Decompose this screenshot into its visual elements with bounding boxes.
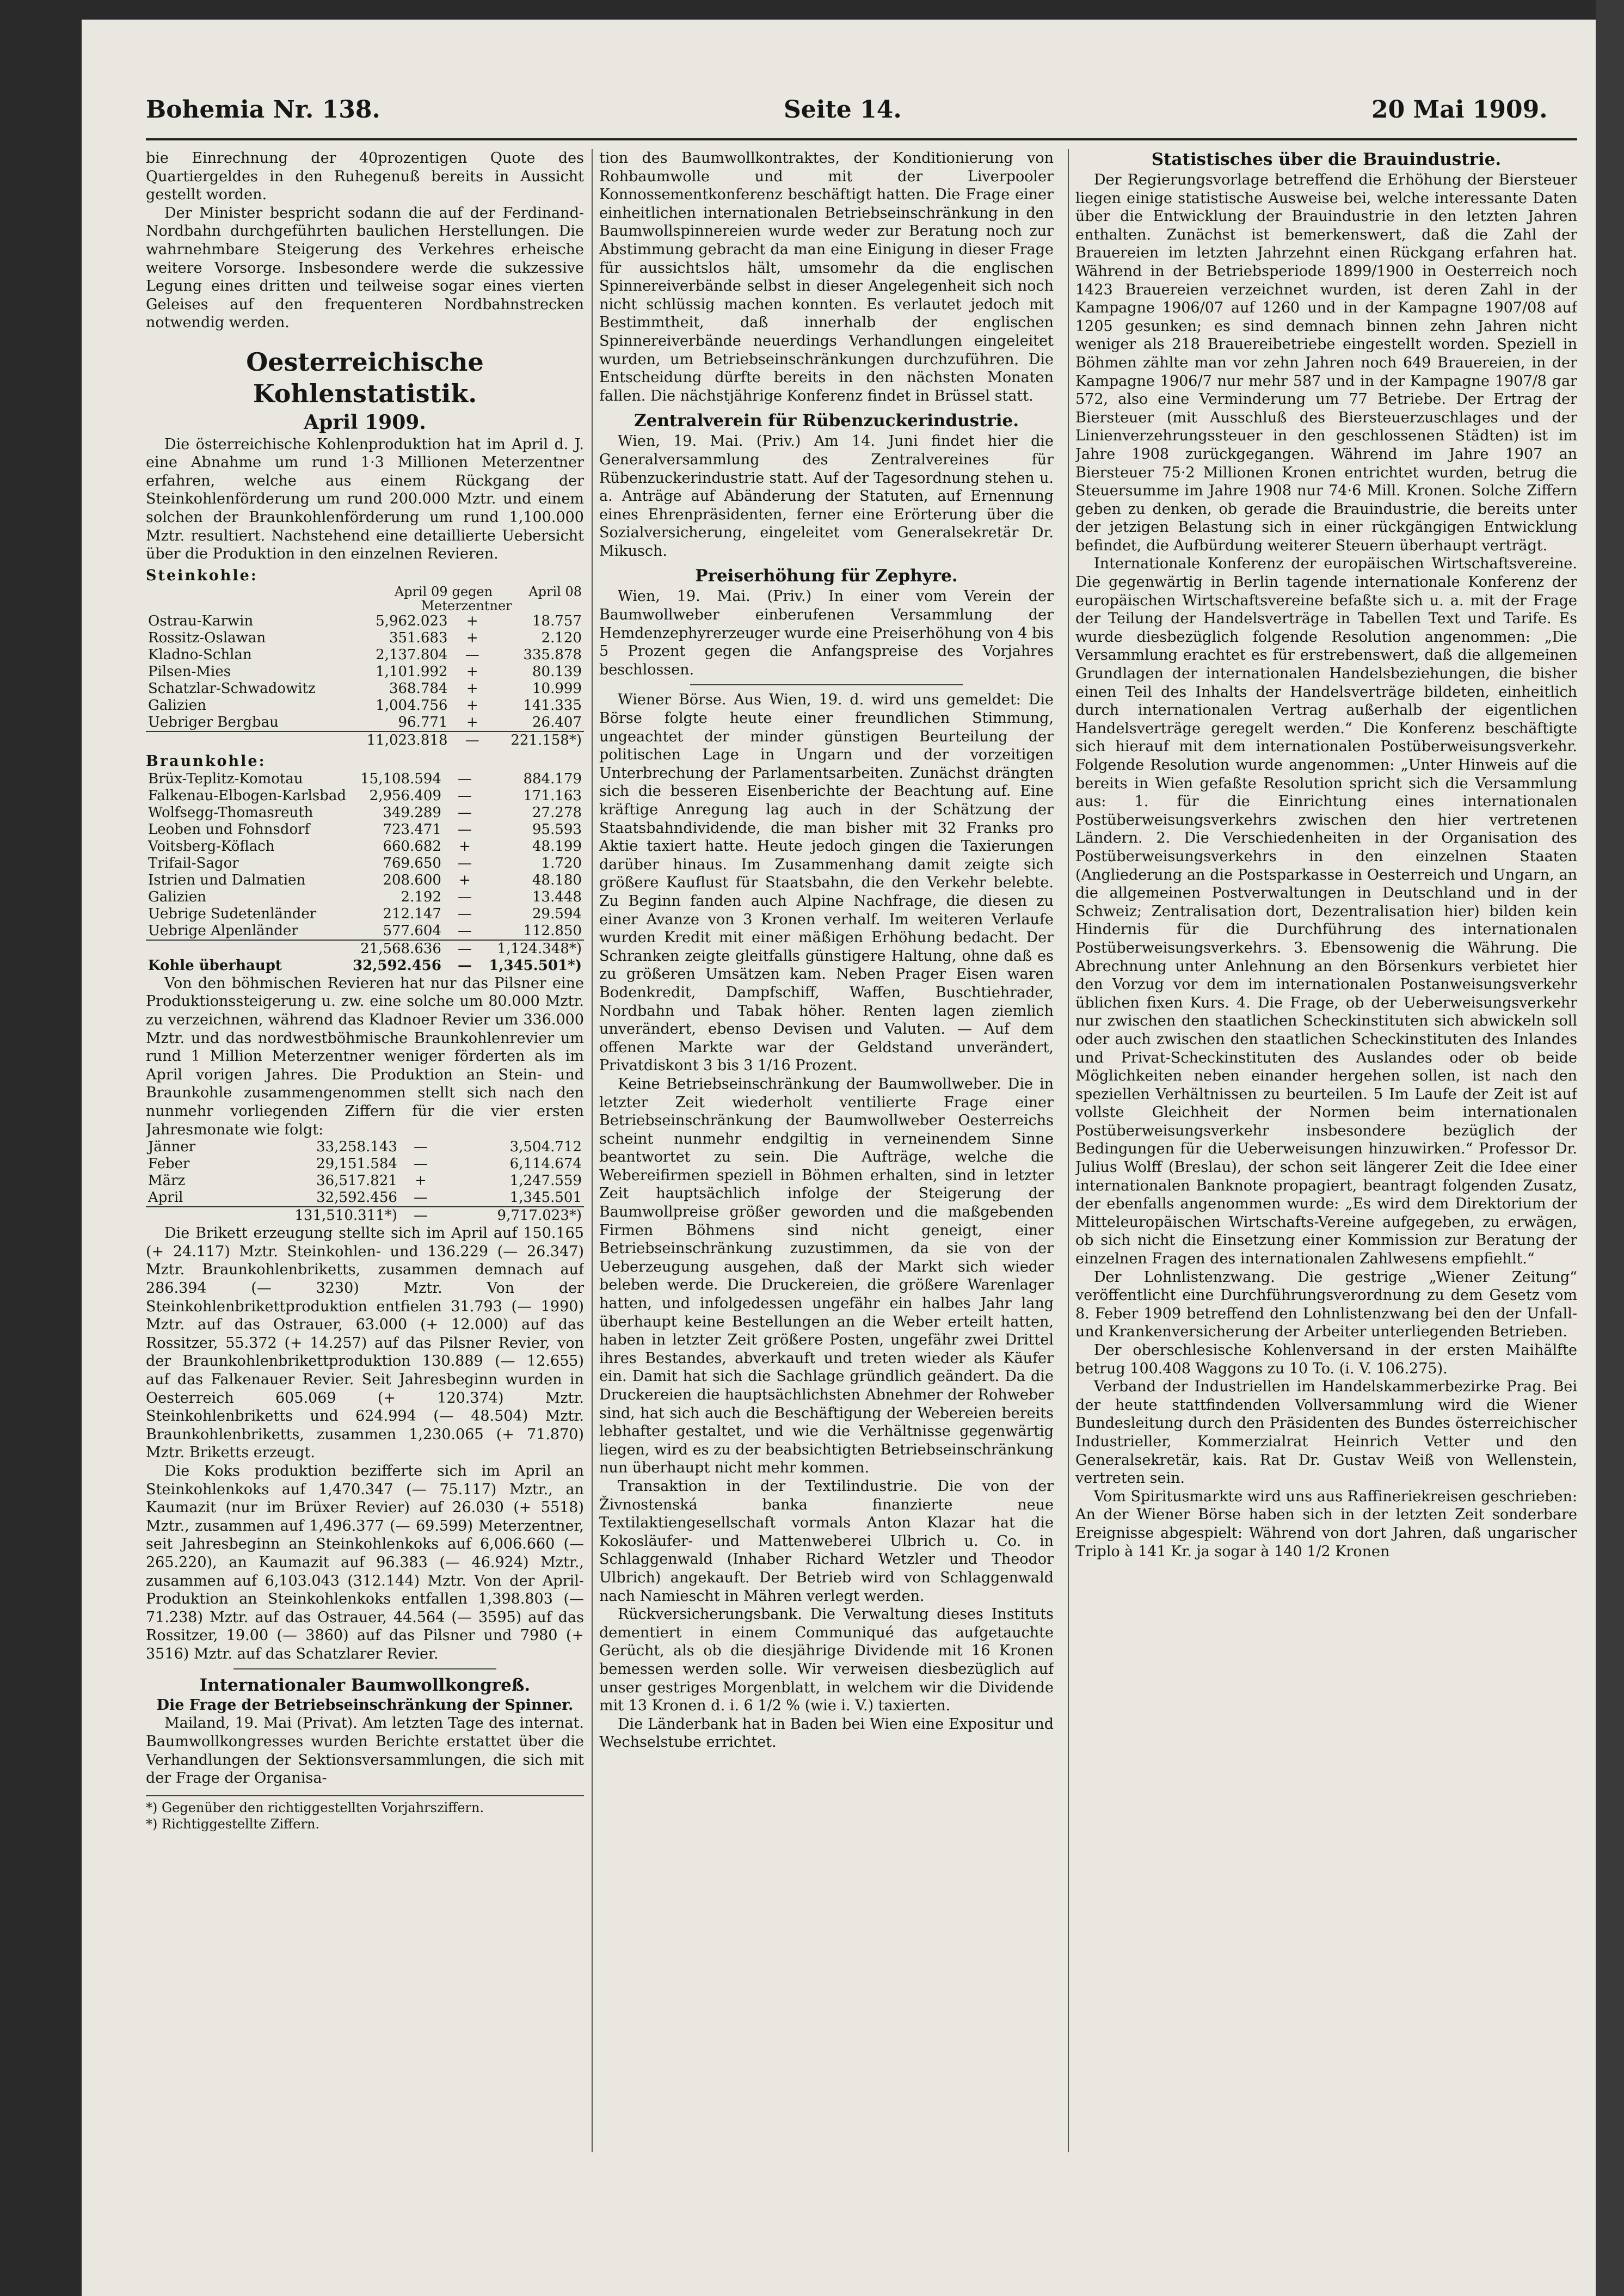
column-2 <box>599 149 1054 2163</box>
paragraph: Verband der Industriellen im Handelskammerbezirke Prag. Bei der heute stattfindenden Vollversammlung wird die Wiener Bundesleitung durch den Präsidenten des Bundes österreichischer Industrieller, Kommerzialrat Heinrich Vetter und den Generalsekretär, kais. Rat Dr. Gustav Weiß von Wellenstein, vertreten sein. <box>1075 1378 1577 1487</box>
section-label: Steinkohle: <box>146 567 258 584</box>
row-change: 29.594 <box>532 905 582 922</box>
table-row <box>146 714 584 732</box>
paragraph: bie Einrechnung der 40prozentigen Quote des Quartiergeldes in den Ruhegenuß bereits in Aussicht gestellt worden. <box>146 150 584 204</box>
row-sign: — <box>465 647 479 664</box>
table-header: April 09 <box>394 584 448 600</box>
paragraph: Transaktion in der Textilindustrie. Die von der Živnostenská banka finanzierte neue Textilaktiengesellschaft vormals Anton Klazar hat die Kokosläufer- und Mattenweberei Ulbrich u. Co. in Schlaggenwald (Inhaber Richard Wetzler und Theodor Ulbrich) angekauft. Der Betrieb wird von Schlaggenwald nach Namiescht in Mähren verlegt werden. <box>599 1477 1054 1605</box>
row-sign: + <box>466 714 478 731</box>
row-value: 29,151.584 <box>316 1156 397 1172</box>
row-change: 2.120 <box>541 630 582 647</box>
paragraph: Keine Betriebseinschränkung der Baumwollweber. Die in letzter Zeit wiederholt ventilierte Frage einer Betriebseinschränkung der Baumwollweber Oesterreichs scheint nunmehr endgiltig in verneinendem Sinne beantwortet zu sein. Die Aufträge, welche die Webereifirmen speziell in Böhmen erhalten, sind in letzter Zeit hauptsächlich infolge der Steigerung der Baumwollpreise größer geworden und die maßgebenden Firmen Böhmens sind nicht geneigt, einer Betriebseinschränkung zuzustimmen, da sie von der Ueberzeugung ausgehen, daß der Markt sich wieder beleben werde. Die Druckereien, die größere Warenlager hatten, und infolgedessen ungefähr ein halbes Jahr lang überhaupt keine Bestellungen an die Weber erteilt hatten, haben in letzter Zeit größere Posten, ungefähr zwei Drittel ihres Bestandes, abverkauft und treten wieder als Käufer ein. Damit hat sich die Sachlage gründlich geändert. Da die Druckereien die hauptsächlichsten Abnehmer der Rohweber sind, hat sich auch die Beschäftigung der Webereien bereits lebhafter gestaltet, und wie die Verhältnisse gegenwärtig liegen, wird es zu der beabsichtigten Betriebseinschränkung nun überhaupt nicht mehr kommen. <box>599 1075 1054 1477</box>
row-sign: — <box>413 1139 428 1156</box>
row-name: Jänner <box>148 1139 196 1156</box>
table-row <box>146 771 584 788</box>
table-row <box>146 630 584 647</box>
row-change: 141.335 <box>523 697 582 714</box>
row-sign: + <box>466 664 478 680</box>
row-change: 3,504.712 <box>509 1139 582 1156</box>
table-row <box>146 613 584 630</box>
row-value: 212.147 <box>383 905 441 922</box>
paragraph: Mailand, 19. Mai (Privat). Am letzten Tage des internat. Baumwollkongresses wurden Berichte erstattet über die Verhandlungen der Sektionsversammlungen, die sich mit der Frage der Organisa- <box>146 1715 584 1787</box>
newspaper-page <box>82 20 1596 2296</box>
row-change: 1,345.501 <box>509 1189 582 1206</box>
page-number: Seite 14. <box>784 96 902 124</box>
row-value: 32,592.456 <box>316 1189 397 1206</box>
row-name: Uebriger Bergbau <box>148 714 279 731</box>
row-value: 1,101.992 <box>376 664 448 680</box>
row-sign: + <box>466 630 478 647</box>
paragraph: Der Lohnlistenzwang. Die gestrige „Wiener Zeitung“ veröffentlicht eine Durchführungsverordnung zu dem Gesetz vom 8. Feber 1909 betreffend den Lohnlistenzwang bei den der Unfall- und Krankenversicherung der Arbeiter unterliegenden Betrieben. <box>1075 1268 1577 1341</box>
header-rule <box>146 138 1577 140</box>
row-value: 349.289 <box>383 804 441 821</box>
table-row <box>146 872 584 889</box>
row-change: 48.180 <box>532 871 582 888</box>
row-value: 2,956.409 <box>369 787 441 804</box>
row-sign: + <box>459 838 471 855</box>
article-title: Statistisches über die Brauindustrie. <box>1151 150 1502 169</box>
row-name: Kladno-Schlan <box>148 647 252 664</box>
row-name: Ostrau-Karwin <box>148 613 254 630</box>
row-sign: + <box>466 680 478 697</box>
table-row <box>146 889 584 906</box>
row-value: 2.192 <box>401 888 441 905</box>
article-title: Zentralverein für Rübenzuckerindustrie. <box>633 411 1019 431</box>
row-change: 10.999 <box>532 680 582 697</box>
row-value: 351.683 <box>389 630 448 647</box>
paragraph: tion des Baumwollkontraktes, der Konditionierung von Rohbaumwolle und mit der Liverpooler Konnossementkonferenz beschäftigt hatten. Die Frage einer einheitlichen internationalen Betriebseinschränkung in den Baumwollspinnereien wurde weder zur Beratung noch zur Abstimmung gebracht da man eine Einigung in dieser Frage für aussichtslos hält, umsomehr da die englischen Spinnereiverbände selbst in dieser Angelegenheit sich noch nicht schlüssig machen konnten. Es verlautet jedoch mit Bestimmtheit, daß innerhalb der englischen Spinnereiverbände neuerdings Verhandlungen eingeleitet wurden, um Betriebseinschränkungen durchzuführen. Die Entscheidung dürfte bereits in den nächsten Monaten fallen. Die nächstjährige Konferenz findet in Brüssel statt. <box>599 150 1054 404</box>
row-name: Pilsen-Mies <box>148 664 231 680</box>
total-value: 131,510.311*) <box>229 1207 399 1224</box>
row-change: 1,247.559 <box>509 1172 582 1189</box>
row-sign: — <box>457 787 472 804</box>
row-sign: + <box>466 613 478 630</box>
row-change: 95.593 <box>532 821 582 838</box>
row-name: Falkenau-Elbogen-Karlsbad <box>148 787 346 804</box>
total-sign: — <box>450 732 495 749</box>
row-name: Voitsberg-Köflach <box>148 838 275 855</box>
row-name: Feber <box>148 1156 190 1172</box>
row-change: 80.139 <box>532 664 582 680</box>
row-name: Schatzlar-Schwadowitz <box>148 680 316 697</box>
row-value: 208.600 <box>383 871 441 888</box>
row-value: 1,004.756 <box>376 697 448 714</box>
table-row <box>146 923 584 940</box>
row-name: Kohle überhaupt <box>148 957 282 974</box>
section-label: Braunkohle: <box>146 753 266 770</box>
row-change: 171.163 <box>523 787 582 804</box>
paragraph: Rückversicherungsbank. Die Verwaltung dieses Instituts dementiert in einem Communiqué das aufgetauchte Gerücht, als ob die diesjährige Dividende mit 16 Kronen bemessen werden solle. Wir verweisen diesbezüglich auf unser gestriges Morgenblatt, in welchem wir die Dividende mit 13 Kronen d. i. 6 1/2 % (wie i. V.) taxierten. <box>599 1606 1054 1715</box>
article-title: Preiserhöhung für Zephyre. <box>695 566 958 586</box>
total-change: 9,717.023*) <box>442 1207 584 1224</box>
row-value: 368.784 <box>389 680 448 697</box>
total-sign: — <box>399 1207 442 1224</box>
total-change: 221.158*) <box>495 732 584 749</box>
table-header: gegen <box>452 584 493 600</box>
table-row <box>146 838 584 855</box>
row-value: 769.650 <box>383 855 441 871</box>
table-row <box>146 1189 584 1207</box>
row-name: Rossitz-Oslawan <box>148 630 266 647</box>
row-name: Istrien und Dalmatien <box>148 871 306 888</box>
coal-table <box>146 585 584 749</box>
paragraph: Wiener Börse. Aus Wien, 19. d. wird uns gemeldet: Die Börse folgte heute einer freundlichen Stimmung, ungeachtet der minder günstigen Beurteilung der politischen Lage in Ungarn und der vorzeitigen Unterbrechung der Parlamentsarbeiten. Zunächst drängten sich die besseren Eisenberichte der Beachtung auf. Eine kräftige Anregung lag auch in der Schätzung der Staatsbahndividende, die man bisher mit 32 Franks pro Aktie taxiert hatte. Heute jedoch gingen die Taxierungen darüber hinaus. Im Zusammenhang damit zeigte sich größere Kauflust für Staatsbahn, die den Verkehr belebte. Zu Beginn fanden auch Alpine Nachfrage, die diesen zu einer Avanze von 3 Kronen verhalf. Im weiteren Verlaufe wurden Kredit mit einer mäßigen Erhöhung bedacht. Der Schranken zeigte gleitfalls günstigere Haltung, ohne daß es zu größeren Umsätzen kam. Neben Prager Eisen waren Bodenkredit, Dampfschiff, Waffen, Buschtiehrader, Nordbahn und Tabak höher. Renten lagen ziemlich unverändert, ebenso Devisen und Valuten. — Auf dem offenen Markte war der Geldstand unverändert, Privatdiskont 3 bis 3 1/16 Prozent. <box>599 691 1054 1075</box>
table-row <box>146 855 584 872</box>
row-sign: — <box>457 855 472 871</box>
row-value: 5,962.023 <box>376 613 448 630</box>
row-value: 36,517.821 <box>316 1172 397 1189</box>
footnote: *) Gegenüber den richtiggestellten Vorjahrsziffern. <box>146 1800 484 1815</box>
table-row <box>146 805 584 821</box>
row-value: 723.471 <box>383 821 441 838</box>
footnote: *) Richtiggestellte Ziffern. <box>146 1816 320 1832</box>
total-sign: — <box>457 957 472 974</box>
total-change: 1,124.348*) <box>486 940 584 957</box>
row-change: 335.878 <box>523 647 582 664</box>
row-change: 6,114.674 <box>509 1156 582 1172</box>
table-header: April 08 <box>528 584 582 600</box>
total-change: 1,345.501*) <box>489 957 582 974</box>
paragraph: Wien, 19. Mai. (Priv.) Am 14. Juni findet hier die Generalversammlung des Zentralvereines für Rübenzuckerindustrie statt. Auf der Tagesordnung stehen u. a. Anträge auf Abänderung der Statuten, auf Ernennung eines Ehrenpräsidenten, ferner eine Erörterung über die Sozialversicherung, eingeleitet vom Generalsekretär Dr. Mikusch. <box>599 433 1054 560</box>
column-3 <box>1075 149 1577 2163</box>
row-change: 26.407 <box>532 714 582 731</box>
row-sign: — <box>457 770 472 787</box>
paragraph: Der Minister bespricht sodann die auf der Ferdinand-Nordbahn durchgeführten baulichen Herstellungen. Die wahrnehmbare Steigerung des Verkehres erheische weitere Vorsorge. Insbesondere werde die sukzessive Legung eines dritten und teilweise sogar eines vierten Geleises auf den frequenteren Nordbahnstrecken notwendig werden. <box>146 204 584 331</box>
row-name: Trifail-Sagor <box>148 855 239 871</box>
row-change: 18.757 <box>532 613 582 630</box>
paragraph: Der oberschlesische Kohlenversand in der ersten Maihälfte betrug 100.408 Waggons zu 10 To. (i. V. 106.275). <box>1075 1342 1577 1377</box>
table-row <box>146 1172 584 1189</box>
footnotes <box>146 1795 584 1832</box>
row-name: März <box>148 1172 186 1189</box>
row-change: 13.448 <box>532 888 582 905</box>
row-value: 15,108.594 <box>360 770 441 787</box>
table-row <box>146 680 584 697</box>
table-row <box>146 1139 584 1156</box>
row-change: 112.850 <box>523 922 582 939</box>
divider <box>233 1668 496 1669</box>
paragraph: Wien, 19. Mai. (Priv.) In einer vom Verein der Baumwollweber einberufenen Versammlung der Hemdenzephyrerzeuger wurde eine Preiserhöhung von 4 bis 5 Prozent gegen die Anfangspreise des Vorjahres beschlossen. <box>599 588 1054 678</box>
table-row <box>146 1156 584 1172</box>
row-sign: — <box>413 1156 428 1172</box>
row-value: 96.771 <box>398 714 448 731</box>
row-value: 577.604 <box>383 922 441 939</box>
paper-name: Bohemia Nr. 138. <box>146 96 380 124</box>
table-unit: Meterzentner <box>421 598 512 614</box>
row-name: Galizien <box>148 888 207 905</box>
row-change: 48.199 <box>532 838 582 855</box>
row-change: 27.278 <box>532 804 582 821</box>
column-divider <box>592 149 593 2152</box>
article-subtitle: Die Frage der Betriebseinschränkung der Spinner. <box>156 1697 574 1714</box>
row-change: 1.720 <box>541 855 582 871</box>
paragraph: Die Koks produktion bezifferte sich im April an Steinkohlenkoks auf 1,470.347 (— 75.117) Mztr., an Kaumazit (nur im Brüxer Revier) auf 26.030 (+ 5518) Mztr., zusammen auf 1,496.377 (— 69.599) Meterzentner, seit Jahresbeginn an Steinkohlenkoks auf 6,006.660 (— 265.220), an Kaumazit auf 96.383 (— 46.924) Mztr., zusammen auf 6,103.043 (312.144) Mztr. Von der April-Produktion an Steinkohlenkoks entfallen 1,398.803 (— 71.238) Mztr. auf das Ostrauer, 44.564 (— 3595) auf das Rossitzer, 19.00 (— 3860) auf das Pilsner und 7980 (+ 3516) Mztr. auf das Schatzlarer Revier. <box>146 1462 584 1662</box>
table-row <box>146 788 584 805</box>
row-value: 33,258.143 <box>316 1139 397 1156</box>
paragraph: Die Länderbank hat in Baden bei Wien eine Expositur und Wechselstube errichtet. <box>599 1715 1054 1751</box>
total-sign: — <box>444 940 486 957</box>
row-sign: — <box>457 922 472 939</box>
table-row <box>146 697 584 714</box>
paragraph: Vom Spiritusmarkte wird uns aus Raffineriekreisen geschrieben: An der Wiener Börse haben sich in der letzten Zeit sonderbare Ereignisse abgespielt: Während von dort Jahren, daß ungarischer Triplo à 141 Kr. ja sogar à 140 1/2 Kronen <box>1075 1488 1577 1560</box>
article-title: Oesterreichische Kohlenstatistik. <box>246 347 484 408</box>
row-change: 884.179 <box>523 770 582 787</box>
column-1 <box>146 149 584 2163</box>
row-name: Uebrige Sudetenländer <box>148 905 317 922</box>
coal-table <box>146 771 584 974</box>
row-sign: — <box>457 905 472 922</box>
row-sign: — <box>457 888 472 905</box>
row-sign: — <box>413 1189 428 1206</box>
scan-border <box>1596 0 1624 2296</box>
table-row <box>146 647 584 664</box>
month-table <box>146 1139 584 1224</box>
paragraph: Der Regierungsvorlage betreffend die Erhöhung der Biersteuer liegen einige statistische Ausweise bei, welche interessante Daten über die Entwicklung der Brauindustrie in den letzten Jahren enthalten. Zunächst ist bemerkenswert, daß die Zahl der Brauereien im letzten Jahrzehnt einen Rückgang erfahren hat. Während in der Betriebsperiode 1899/1900 in Oesterreich noch 1423 Brauereien verzeichnet wurden, ist deren Zahl in der Kampagne 1906/07 auf 1260 und in der Kampagne 1907/08 auf 1205 gesunken; es sind demnach binnen zehn Jahren nicht weniger als 218 Brauereibetriebe eingestellt worden. Speziell in Böhmen zählte man vor zehn Jahren noch 649 Brauereien, in der Kampagne 1906/7 nur mehr 587 und in der Kampagne 1907/8 gar 572, also eine Verminderung um 77 Betriebe. Der Ertrag der Biersteuer (mit Ausschluß des Biersteuerzuschlages und der Linienverzehrungssteuer in den geschlossenen Städten) ist im Jahre 1908 zurückgegangen. Während im Jahre 1907 an Biersteuer 75·2 Millionen Kronen entrichtet wurden, betrug die Steuersumme im Jahre 1908 nur 74·6 Mill. Kronen. Solche Ziffern geben zu denken, ob gerade die Brauindustrie, die bereits unter der jetzigen Belastung sich in einer rückgängigen Entwicklung befindet, die Aufbürdung weiterer Steuern überhaupt verträgt. <box>1075 171 1577 554</box>
row-sign: + <box>459 871 471 888</box>
article-title: Internationaler Baumwollkongreß. <box>199 1675 531 1696</box>
row-value: 660.682 <box>383 838 441 855</box>
row-name: Uebrige Alpenländer <box>148 922 298 939</box>
paragraph: Die Brikett erzeugung stellte sich im April auf 150.165 (+ 24.117) Mztr. Steinkohlen- und 136.229 (— 26.347) Mztr. Braunkohlenbriketts, zusammen demnach auf 286.394 (— 3230) Mztr. Von der Steinkohlenbrikettproduktion entfielen 31.793 (— 1990) Mztr. auf das Ostrauer, 63.000 (+ 12.000) auf das Rossitzer, 55.372 (+ 14.257) auf das Pilsner Revier, von der Braunkohlenbrikettproduktion 130.889 (— 12.655) auf das Falkenauer Revier. Seit Jahresbeginn wurden in Oesterreich 605.069 (+ 120.374) Mztr. Steinkohlenbriketts und 624.994 (— 48.504) Mztr. Braunkohlenbriketts, zusammen 1,230.065 (+ 71.870) Mztr. Briketts erzeugt. <box>146 1225 584 1462</box>
row-value: 2,137.804 <box>376 647 448 664</box>
row-name: Leoben und Fohnsdorf <box>148 821 310 838</box>
divider <box>690 684 963 685</box>
paragraph: Internationale Konferenz der europäischen Wirtschaftsvereine. Die gegenwärtig in Berlin tagende internationale Konferenz der europäischen Wirtschaftsvereine befaßte sich u. a. mit der Frage der Teilung der Handelsverträge in Tabellen Text und Tarife. Es wurde diesbezüglich folgende Resolution angenommen: „Die Versammlung erachtet es für erstrebenswert, daß die allgemeinen Grundlagen der internationalen Handelsbeziehungen, die bisher einen Teil des Inhalts der Handelsverträge bildeten, einheitlich durch internationalen Vertrag außerhalb der eigentlichen Handelsverträge geregelt werden.“ Die Konferenz beschäftigte sich hierauf mit dem internationalen Postüberweisungsverkehr. Folgende Resolution wurde angenommen: „Unter Hinweis auf die bereits in Wien gefaßte Resolution spricht sich die Versammlung aus: 1. für die Einrichtung eines internationalen Postüberweisungsverkehrs zwischen den hier vertretenen Ländern. 2. Die Verschiedenheiten in der Organisation des Postüberweisungsverkehrs in den einzelnen Staaten (Angliederung an die Postsparkasse in Oesterreich und Ungarn, an die allgemeinen Postverwaltungen in Deutschland und in der Schweiz; Zentralisation dort, Dezentralisation hier) bilden kein Hindernis für die Durchführung des internationalen Postüberweisungsverkehrs. 3. Ebensowenig die Währung. Die Abrechnung unter Anlehnung an den Börsenkurs verbietet hier den Vorzug vor dem im internationalen Postanweisungsverkehr üblichen fixen Kurs. 4. Die Frage, ob der Ueberweisungsverkehr nur zwischen den staatlichen Scheckinstituten sich abwickeln soll oder auch zwischen den staatlichen Scheckinstituten des Inlandes und Privat-Scheckinstituten des Auslandes oder ob beide Möglichkeiten neben einander hergehen sollen, ist nach den speziellen Verhältnissen zu beurteilen. 5 Im Laufe der Zeit ist auf vollste Gleichheit der Normen beim internationalen Postüberweisungsverkehr insbesondere bezüglich der Bedingungen für die Ueberweisungen hinzuwirken.“ Professor Dr. Julius Wolff (Breslau), der schon seit längerer Zeit die Idee einer internationalen Banknote propagiert, beantragt folgenden Zusatz, der ebenfalls angenommen wurde: „Es wird dem Direktorium der Mitteleuropäischen Wirtschafts-Vereine aufgegeben, zu erwägen, ob sich nicht die Einsetzung einer Kommission zur Beratung der einzelnen Fragen des internationalen Zahlwesens empfiehlt.“ <box>1075 555 1577 1268</box>
total-value: 11,023.818 <box>349 732 450 749</box>
total-value: 21,568.636 <box>350 940 444 957</box>
column-divider <box>1068 149 1069 2152</box>
row-sign: — <box>457 821 472 838</box>
row-name: Galizien <box>148 697 207 714</box>
issue-date: 20 Mai 1909. <box>1371 96 1548 124</box>
row-sign: — <box>457 804 472 821</box>
total-value: 32,592.456 <box>353 957 441 974</box>
table-row <box>146 906 584 923</box>
paragraph: Von den böhmischen Revieren hat nur das Pilsner eine Produktionssteigerung u. zw. eine solche um 80.000 Mztr. zu verzeichnen, während das Kladnoer Revier um 336.000 Mztr. und das nordwestböhmische Braunkohlenrevier um rund 1 Million Meterzentner weniger förderten als im April vorigen Jahres. Die Produktion an Stein- und Braunkohle zusammengenommen stellt sich nach den nunmehr vorliegenden Ziffern für die vier ersten Jahresmonate wie folgt: <box>146 974 584 1138</box>
row-sign: + <box>415 1172 427 1189</box>
row-sign: + <box>466 697 478 714</box>
table-row <box>146 821 584 838</box>
row-name: April <box>148 1189 183 1206</box>
row-name: Wolfsegg-Thomasreuth <box>148 804 313 821</box>
row-name: Brüx-Teplitz-Komotau <box>148 770 303 787</box>
article-subtitle: April 1909. <box>304 410 426 434</box>
paragraph: Die österreichische Kohlenproduktion hat im April d. J. eine Abnahme um rund 1·3 Millionen Meterzentner erfahren, welche aus einem Rückgang der Steinkohlenförderung um rund 200.000 Mztr. und einem solchen der Braunkohlenförderung um rund 1,100.000 Mztr. resultiert. Nachstehend eine detaillierte Uebersicht über die Produktion in den einzelnen Revieren. <box>146 435 584 563</box>
table-row <box>146 664 584 680</box>
